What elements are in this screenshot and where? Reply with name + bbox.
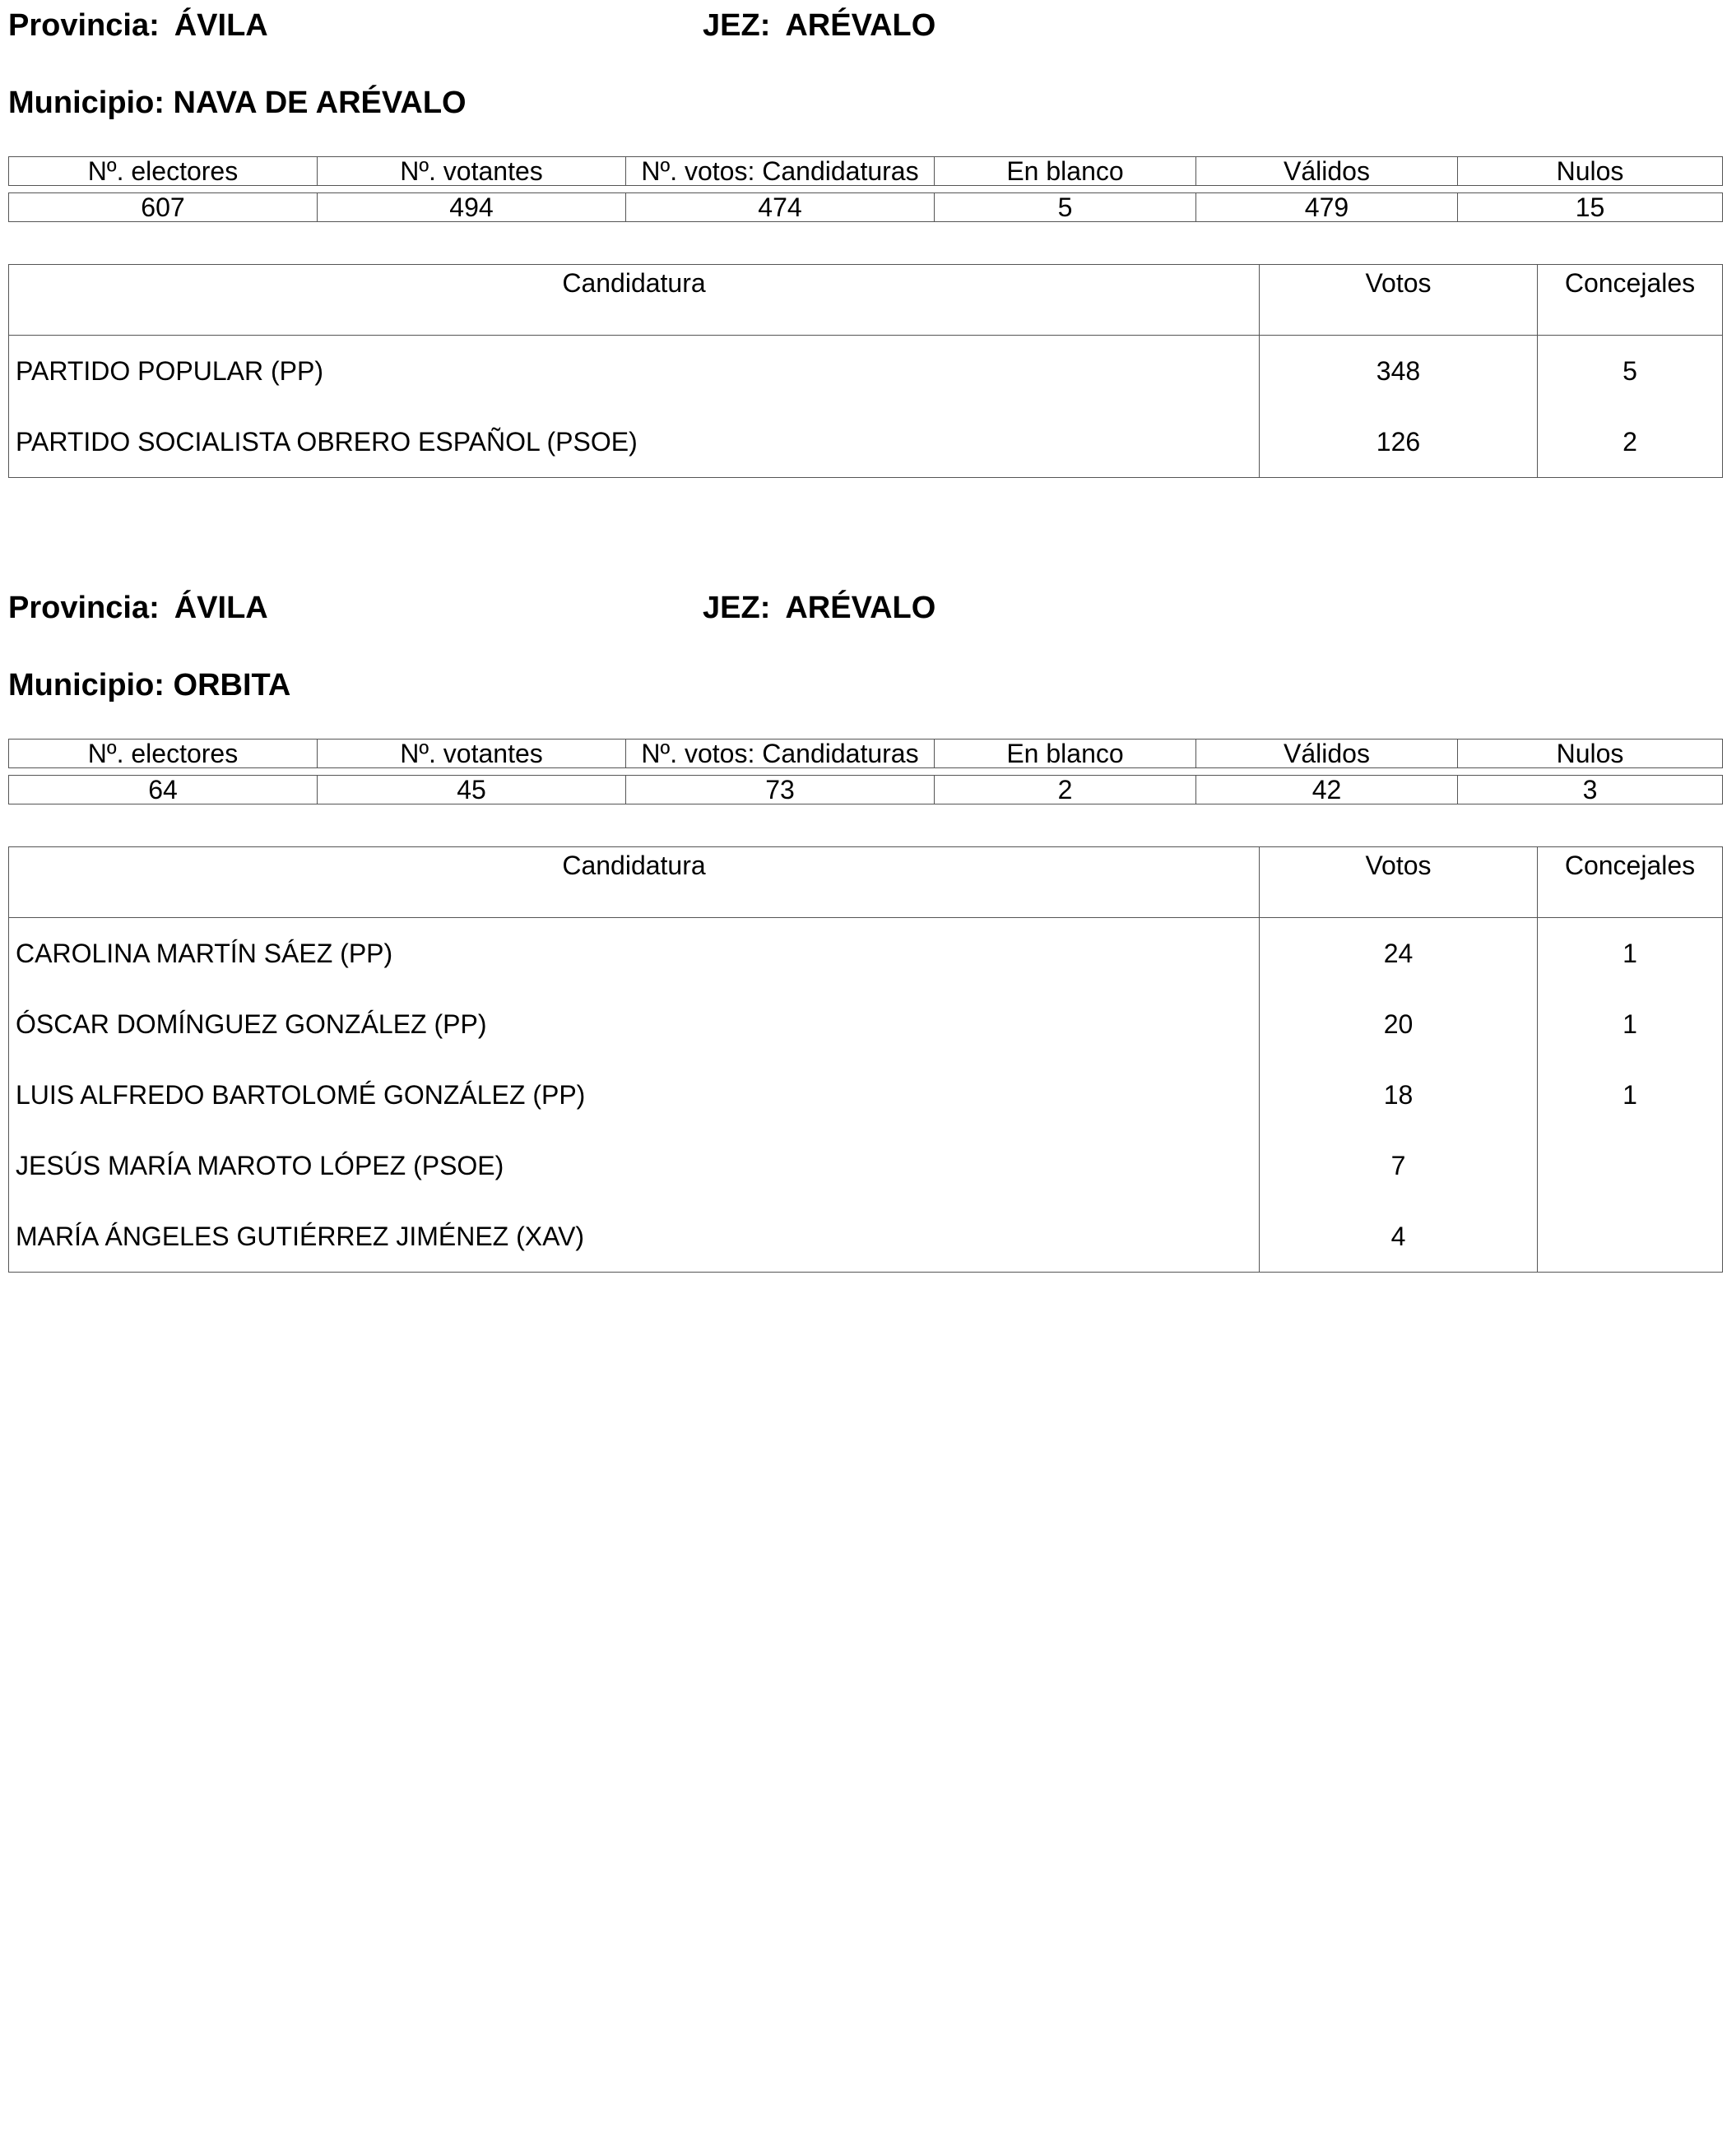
summary-header-row	[9, 157, 1723, 186]
votantes-header: Nº. votantes	[318, 157, 626, 186]
candidaturas-table	[8, 846, 1723, 1273]
summary-values-row	[9, 776, 1723, 804]
candidatura-name: CAROLINA MARTÍN SÁEZ (PP)	[16, 938, 393, 968]
candidatura-concejales: 1	[1538, 918, 1723, 990]
municipio-label: Municipio:	[8, 86, 165, 120]
en-blanco-value: 2	[935, 776, 1196, 804]
votantes-header: Nº. votantes	[318, 740, 626, 768]
table-row	[9, 989, 1723, 1059]
validos-header: Válidos	[1196, 157, 1458, 186]
candidatura-votos: 20	[1260, 989, 1538, 1059]
candidaturas-header-row	[9, 265, 1723, 336]
votantes-value: 45	[318, 776, 626, 804]
summary-header-table	[8, 739, 1723, 768]
jez-value: ARÉVALO	[785, 8, 936, 43]
municipio-heading	[8, 84, 467, 122]
jez-heading	[703, 589, 935, 627]
candidatura-name: PARTIDO SOCIALISTA OBRERO ESPAÑOL (PSOE)	[16, 426, 638, 457]
nulos-value: 3	[1458, 776, 1723, 804]
concejales-header: Concejales	[1538, 265, 1723, 336]
provincia-value: ÁVILA	[174, 591, 268, 625]
electores-header: Nº. electores	[9, 740, 318, 768]
municipio-heading	[8, 666, 290, 704]
table-row	[9, 406, 1723, 478]
jez-value: ARÉVALO	[785, 591, 936, 625]
candidatura-concejales	[1538, 1130, 1723, 1201]
candidatura-concejales: 1	[1538, 989, 1723, 1059]
candidatura-name: LUIS ALFREDO BARTOLOMÉ GONZÁLEZ (PP)	[16, 1079, 586, 1110]
votantes-value: 494	[318, 193, 626, 222]
validos-value: 42	[1196, 776, 1458, 804]
provincia-value: ÁVILA	[174, 8, 268, 43]
table-row	[9, 918, 1723, 990]
electores-value: 607	[9, 193, 318, 222]
provincia-heading	[8, 7, 268, 44]
table-row	[9, 1130, 1723, 1201]
votos-header: Votos	[1260, 847, 1538, 918]
en-blanco-header: En blanco	[935, 157, 1196, 186]
candidatura-concejales: 5	[1538, 336, 1723, 407]
candidatura-votos: 24	[1260, 918, 1538, 990]
table-row	[9, 1059, 1723, 1130]
candidatura-concejales: 1	[1538, 1059, 1723, 1130]
votos-candidaturas-header: Nº. votos: Candidaturas	[626, 740, 935, 768]
validos-value: 479	[1196, 193, 1458, 222]
candidatura-name: MARÍA ÁNGELES GUTIÉRREZ JIMÉNEZ (XAV)	[16, 1221, 585, 1251]
validos-header: Válidos	[1196, 740, 1458, 768]
candidatura-votos: 348	[1260, 336, 1538, 407]
summary-header-row	[9, 740, 1723, 768]
candidaturas-header-row	[9, 847, 1723, 918]
candidatura-votos: 18	[1260, 1059, 1538, 1130]
candidatura-votos: 126	[1260, 406, 1538, 478]
en-blanco-header: En blanco	[935, 740, 1196, 768]
electores-value: 64	[9, 776, 318, 804]
table-row	[9, 336, 1723, 407]
votos-header: Votos	[1260, 265, 1538, 336]
municipio-value: NAVA DE ARÉVALO	[173, 86, 467, 120]
candidatura-concejales	[1538, 1201, 1723, 1273]
candidaturas-table	[8, 264, 1723, 478]
summary-values-table	[8, 775, 1723, 804]
municipio-value: ORBITA	[173, 668, 291, 702]
summary-values-row	[9, 193, 1723, 222]
votos-candidaturas-value: 474	[626, 193, 935, 222]
candidatura-name: JESÚS MARÍA MAROTO LÓPEZ (PSOE)	[16, 1150, 504, 1180]
provincia-label: Provincia:	[8, 8, 160, 43]
candidatura-votos: 7	[1260, 1130, 1538, 1201]
nulos-header: Nulos	[1458, 740, 1723, 768]
summary-values-table	[8, 192, 1723, 222]
jez-label: JEZ:	[703, 8, 771, 43]
candidatura-name: ÓSCAR DOMÍNGUEZ GONZÁLEZ (PP)	[16, 1008, 487, 1039]
provincia-heading	[8, 589, 268, 627]
municipio-label: Municipio:	[8, 668, 165, 702]
table-row	[9, 1201, 1723, 1273]
votos-candidaturas-value: 73	[626, 776, 935, 804]
summary-header-table	[8, 156, 1723, 186]
nulos-header: Nulos	[1458, 157, 1723, 186]
candidatura-header: Candidatura	[9, 265, 1260, 336]
concejales-header: Concejales	[1538, 847, 1723, 918]
nulos-value: 15	[1458, 193, 1723, 222]
electores-header: Nº. electores	[9, 157, 318, 186]
candidatura-name: PARTIDO POPULAR (PP)	[16, 355, 323, 386]
candidatura-votos: 4	[1260, 1201, 1538, 1273]
provincia-label: Provincia:	[8, 591, 160, 625]
jez-label: JEZ:	[703, 591, 771, 625]
candidatura-header: Candidatura	[9, 847, 1260, 918]
en-blanco-value: 5	[935, 193, 1196, 222]
votos-candidaturas-header: Nº. votos: Candidaturas	[626, 157, 935, 186]
candidatura-concejales: 2	[1538, 406, 1723, 478]
jez-heading	[703, 7, 935, 44]
